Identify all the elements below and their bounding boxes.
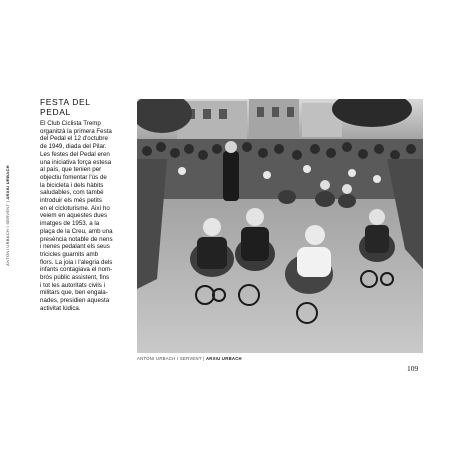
article-body-line: al país, que tenien per [40,166,102,174]
article-body-line: nades, presidien aquesta [40,297,110,305]
article-column [40,97,122,313]
photo-caption-separator: | [201,356,206,361]
article-body-line: una iniciativa força estesa [40,158,112,166]
article-body-line: imatges de 1953, a la [40,220,100,228]
article-body-line: activitat lúdica. [40,304,81,312]
spine-credit-prefix: ANTONI URBACH I SERVENT [4,203,10,266]
photo-caption-prefix: ANTONI URBACH I SERVENT [137,356,202,361]
article-body-line: Les festes del Pedal eren [40,150,110,158]
article-body-line: veiem en aquestes dues [40,212,108,220]
spine-credit [0,100,14,330]
article-body-line: infants contagiava el nom- [40,266,113,274]
article-body-line: presència notable de nens [40,235,113,243]
photo-caption-name: ARXIU URBACH [205,356,242,361]
article-body-line: El Club Ciclista Tremp [40,120,101,127]
parade-photograph [137,99,423,353]
article-body-line: de 1949, diada del Pilar. [40,143,107,151]
article-body-line: flors. La joia i l'alegria dels [40,258,113,266]
article-body [40,120,122,313]
parade-photograph-drawing [137,99,423,353]
article-body-line: en el cicloturisme. Així ho [40,204,110,212]
article-body-line: del Pedal el 12 d'octubre [40,135,108,143]
article-body-line: tricicles guarnits amb [40,250,99,258]
spine-credit-separator: | [4,199,10,204]
spine-credit-name: ARXIU URBACH [4,164,10,200]
article-body-line: introduir els més petits [40,197,102,205]
article-body-line: objectiu fomentar l'ús de [40,173,107,181]
article-body-line: la bicicleta i dels hàbits [40,181,104,189]
article-body-line: militars que, ben engala- [40,289,108,297]
article-body-line: organitzà la primera Festa [40,127,112,135]
spine-credit-text [5,165,10,266]
photo-caption [137,356,242,361]
article-body-line: brós públic assistent, fins [40,274,110,282]
article-body-line: saludables, com també [40,189,104,197]
article-body-line: i nenes pedalant els seus [40,243,110,251]
article-body-line: plaça de la Creu, amb una [40,227,113,235]
page-number: 109 [407,364,419,373]
article-body-line: i tot les autoritats civils i [40,281,105,289]
article-heading: FESTA DEL PEDAL [40,97,91,117]
